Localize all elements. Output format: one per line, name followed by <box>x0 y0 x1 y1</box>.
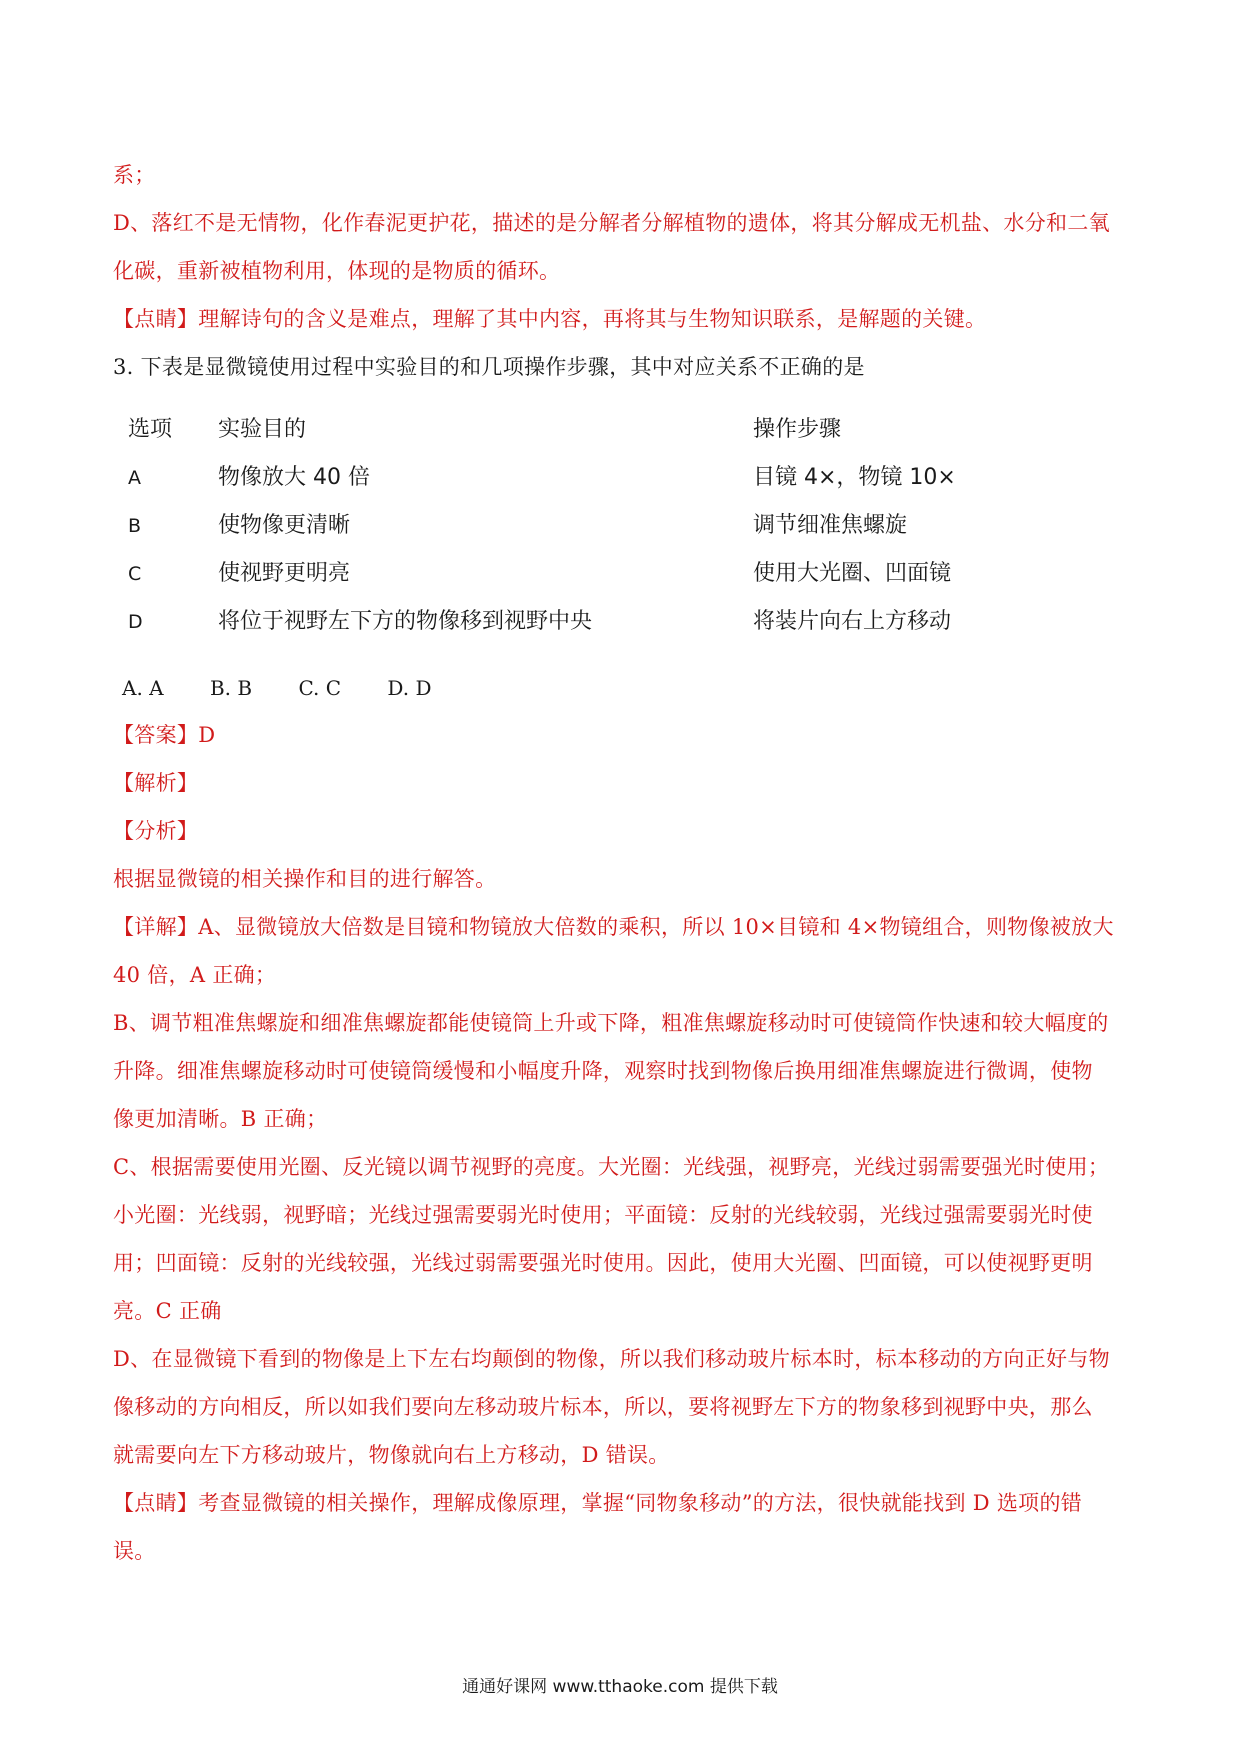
explanation-line: 升降。细准焦螺旋移动时可使镜筒缓慢和小幅度升降，观察时找到物像后换用细准焦螺旋进行微调，使物 <box>113 1059 1093 1083</box>
explanation-line: 【详解】A、显微镜放大倍数是目镜和物镜放大倍数的乘积，所以 10×目镜和 4×物镜组合，则物像被放大 <box>113 915 1114 939</box>
table-cell: 将装片向右上方移动 <box>753 609 952 634</box>
table-cell: B <box>128 515 142 537</box>
paragraph-line: 【点睛】理解诗句的含义是难点，理解了其中内容，再将其与生物知识联系，是解题的关键。 <box>113 307 987 331</box>
table-cell: 使视野更明亮 <box>218 561 351 586</box>
table-cell: 使物像更清晰 <box>218 513 351 538</box>
explanation-line: 亮。C 正确 <box>113 1299 222 1323</box>
explanation-line: B、调节粗准焦螺旋和细准焦螺旋都能使镜筒上升或下降，粗准焦螺旋移动时可使镜筒作快速和较大幅度的 <box>113 1011 1109 1035</box>
table-header: 实验目的 <box>218 417 307 442</box>
table-cell: 物像放大 40 倍 <box>218 465 370 490</box>
table-header: 操作步骤 <box>753 417 842 442</box>
paragraph-line: 化碳，重新被植物利用，体现的是物质的循环。 <box>113 259 561 283</box>
paragraph-line: D、落红不是无情物，化作春泥更护花，描述的是分解者分解植物的遗体，将其分解成无机盐、水分和二氧 <box>113 211 1110 235</box>
table-header-row <box>128 414 1028 446</box>
explanation-line: 40 倍，A 正确； <box>113 963 277 987</box>
answer-options <box>122 676 471 700</box>
explanation-line: C、根据需要使用光圈、反光镜以调节视野的亮度。大光圈：光线强，视野亮，光线过弱需要强光时使用； <box>113 1155 1110 1179</box>
option-c: C. C <box>298 676 342 700</box>
table-row <box>128 606 1028 638</box>
explanation-line: 误。 <box>113 1539 156 1563</box>
option-d: D. D <box>387 676 432 700</box>
table-cell: 使用大光圈、凹面镜 <box>753 561 952 586</box>
table-cell: 目镜 4×，物镜 10× <box>753 465 956 490</box>
table-cell: D <box>128 611 143 633</box>
explanation-line: 就需要向左下方移动玻片，物像就向右上方移动，D 错误。 <box>113 1443 670 1467</box>
table-cell: 将位于视野左下方的物像移到视野中央 <box>218 609 593 634</box>
explanation-line: 根据显微镜的相关操作和目的进行解答。 <box>113 867 497 891</box>
explanation-line: D、在显微镜下看到的物像是上下左右均颠倒的物像，所以我们移动玻片标本时，标本移动的方向正好与物 <box>113 1347 1110 1371</box>
explanation-line: 用；凹面镜：反射的光线较强，光线过弱需要强光时使用。因此，使用大光圈、凹面镜，可以使视野更明 <box>113 1251 1093 1275</box>
table-cell: A <box>128 467 141 489</box>
table-row <box>128 510 1028 542</box>
answer-line: 【答案】D <box>113 723 216 747</box>
explanation-line: 小光圈：光线弱，视野暗；光线过强需要弱光时使用；平面镜：反射的光线较弱，光线过强需要弱光时使 <box>113 1203 1093 1227</box>
explanation-line: 【点睛】考查显微镜的相关操作，理解成像原理，掌握“同物象移动”的方法，很快就能找到 D 选项的错 <box>113 1491 1083 1515</box>
table-row <box>128 558 1028 590</box>
page-footer: 通通好课网 www.tthaoke.com 提供下载 <box>462 1677 778 1697</box>
table-row <box>128 462 1028 494</box>
table-cell: C <box>128 563 142 585</box>
question-stem: 3. 下表是显微镜使用过程中实验目的和几项操作步骤，其中对应关系不正确的是 <box>113 355 865 379</box>
option-b: B. B <box>209 676 253 700</box>
paragraph-line: 系； <box>113 163 156 187</box>
explanation-line: 像更加清晰。B 正确； <box>113 1107 328 1131</box>
table-cell: 调节细准焦螺旋 <box>753 513 908 538</box>
table-header: 选项 <box>128 417 173 442</box>
option-a: A. A <box>122 676 164 700</box>
analysis-subheading: 【分析】 <box>113 819 199 843</box>
analysis-heading: 【解析】 <box>113 771 199 795</box>
explanation-line: 像移动的方向相反，所以如我们要向左移动玻片标本，所以，要将视野左下方的物象移到视野中央，那么 <box>113 1395 1093 1419</box>
